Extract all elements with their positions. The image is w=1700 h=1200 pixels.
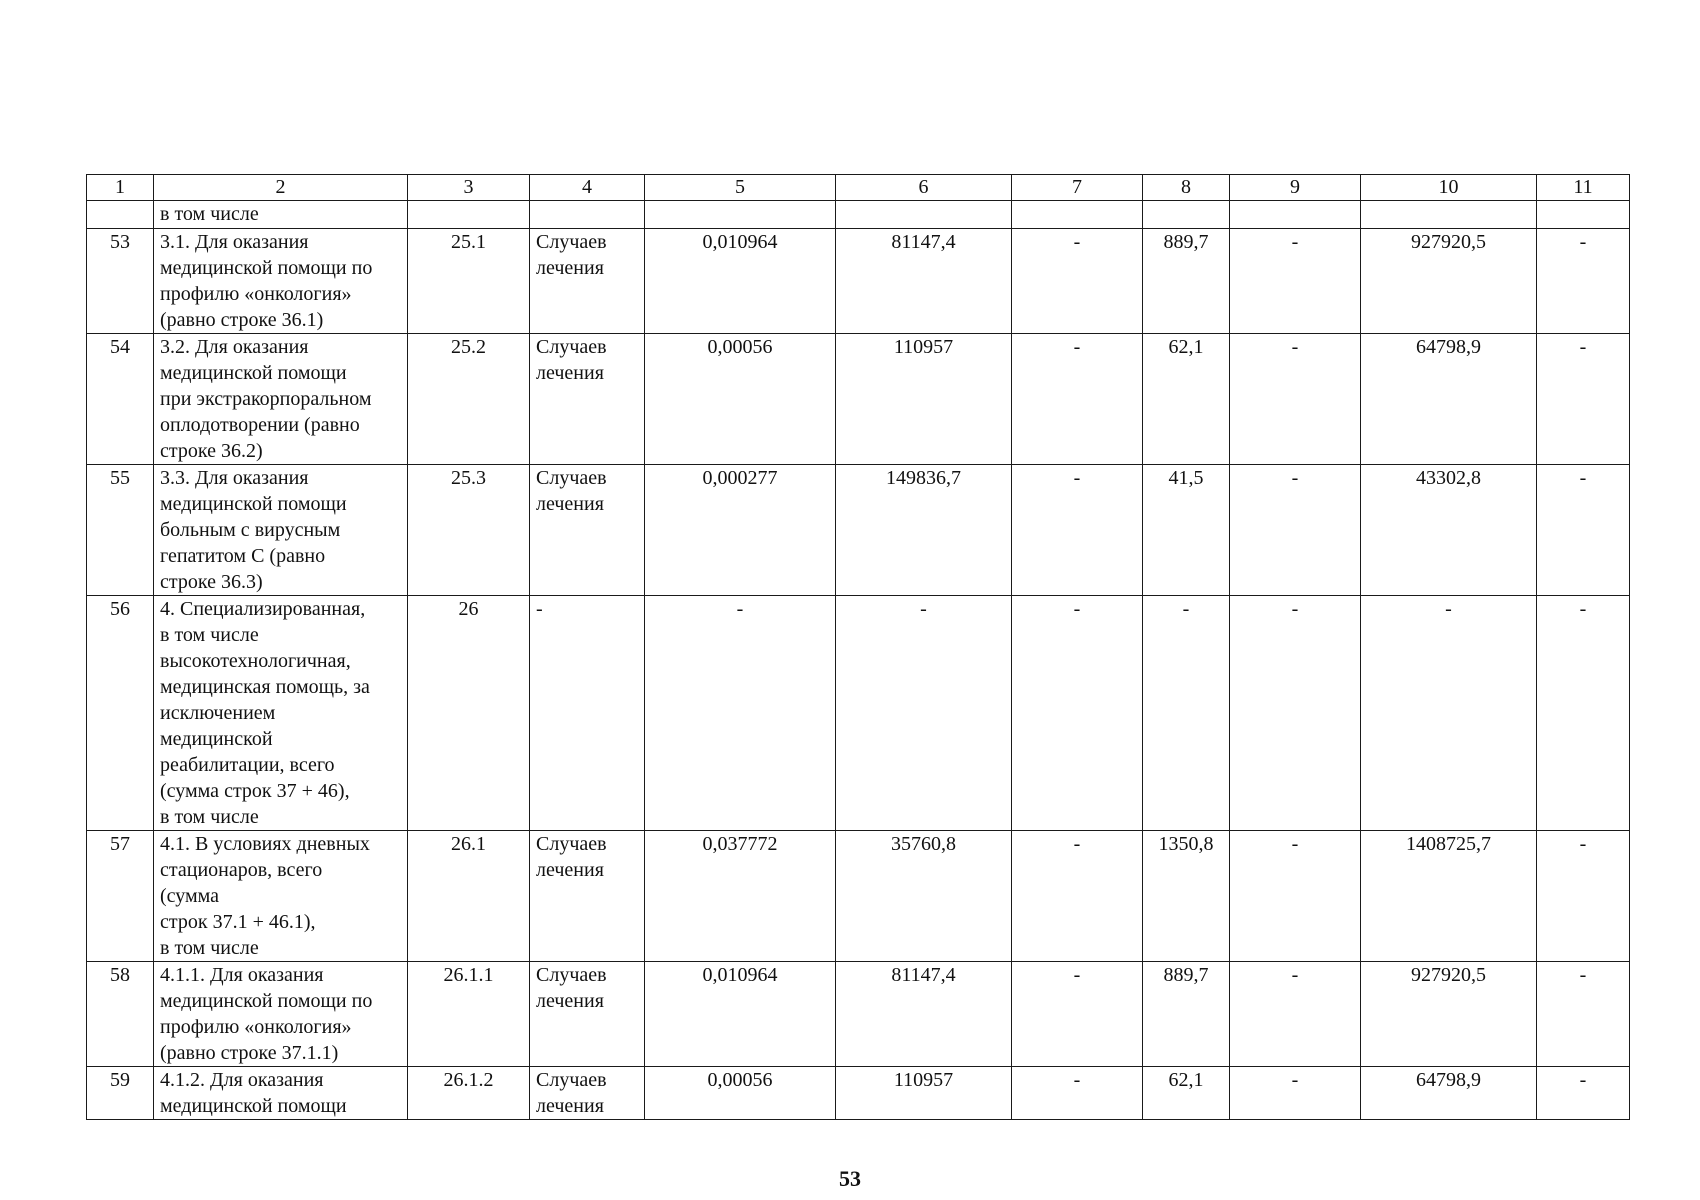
cell-col-9: - — [1230, 596, 1361, 831]
subheader-row — [87, 201, 1630, 229]
page-number: 53 — [839, 1166, 861, 1191]
empty-cell — [836, 201, 1012, 229]
column-number-header-row — [87, 175, 1630, 201]
cell-col-11: - — [1537, 334, 1630, 465]
column-number: 7 — [1012, 175, 1143, 201]
cell-col-11: - — [1537, 962, 1630, 1067]
cell-col-11: - — [1537, 596, 1630, 831]
cell-col-9: - — [1230, 1067, 1361, 1120]
cell-col-10: - — [1361, 596, 1537, 831]
row-unit: Случаев лечения — [530, 831, 645, 962]
empty-cell — [530, 201, 645, 229]
row-unit: Случаев лечения — [530, 465, 645, 596]
cell-col-9: - — [1230, 229, 1361, 334]
cell-col-8: - — [1143, 596, 1230, 831]
row-description: 3.2. Для оказания медицинской помощи при экстракорпоральном оплодотворении (равно строке 36.2) — [154, 334, 408, 465]
empty-cell — [87, 201, 154, 229]
cell-col-6: 81147,4 — [836, 229, 1012, 334]
cell-col-9: - — [1230, 831, 1361, 962]
data-table — [86, 174, 1630, 1120]
empty-cell — [1361, 201, 1537, 229]
column-number: 9 — [1230, 175, 1361, 201]
table-row — [87, 334, 1630, 465]
cell-col-7: - — [1012, 962, 1143, 1067]
cell-col-6: 110957 — [836, 334, 1012, 465]
subheader-label: в том числе — [154, 201, 408, 229]
cell-col-10: 64798,9 — [1361, 334, 1537, 465]
row-description: 3.3. Для оказания медицинской помощи больным с вирусным гепатитом С (равно строке 36.3) — [154, 465, 408, 596]
cell-col-10: 927920,5 — [1361, 229, 1537, 334]
cell-col-6: 35760,8 — [836, 831, 1012, 962]
cell-col-10: 64798,9 — [1361, 1067, 1537, 1120]
row-number: 58 — [87, 962, 154, 1067]
cell-col-6: 81147,4 — [836, 962, 1012, 1067]
empty-cell — [645, 201, 836, 229]
row-description: 4.1.1. Для оказания медицинской помощи по профилю «онкология» (равно строке 37.1.1) — [154, 962, 408, 1067]
row-code: 26.1 — [408, 831, 530, 962]
row-unit: Случаев лечения — [530, 229, 645, 334]
cell-col-9: - — [1230, 465, 1361, 596]
table-row — [87, 596, 1630, 831]
row-unit: - — [530, 596, 645, 831]
cell-col-7: - — [1012, 334, 1143, 465]
row-description: 4.1. В условиях дневных стационаров, всего (сумма строк 37.1 + 46.1), в том числе — [154, 831, 408, 962]
cell-col-10: 927920,5 — [1361, 962, 1537, 1067]
table-row — [87, 962, 1630, 1067]
column-number: 4 — [530, 175, 645, 201]
cell-col-7: - — [1012, 465, 1143, 596]
empty-cell — [1230, 201, 1361, 229]
cell-col-5: 0,010964 — [645, 229, 836, 334]
cell-col-5: 0,00056 — [645, 1067, 836, 1120]
table-body — [87, 175, 1630, 1120]
empty-cell — [408, 201, 530, 229]
cell-col-5: 0,037772 — [645, 831, 836, 962]
empty-cell — [1143, 201, 1230, 229]
row-number: 57 — [87, 831, 154, 962]
cell-col-9: - — [1230, 334, 1361, 465]
cell-col-5: 0,010964 — [645, 962, 836, 1067]
cell-col-11: - — [1537, 1067, 1630, 1120]
row-code: 25.2 — [408, 334, 530, 465]
cell-col-7: - — [1012, 596, 1143, 831]
cell-col-10: 43302,8 — [1361, 465, 1537, 596]
table-row — [87, 831, 1630, 962]
column-number: 11 — [1537, 175, 1630, 201]
cell-col-8: 889,7 — [1143, 229, 1230, 334]
row-number: 56 — [87, 596, 154, 831]
row-code: 25.1 — [408, 229, 530, 334]
cell-col-11: - — [1537, 465, 1630, 596]
row-unit: Случаев лечения — [530, 962, 645, 1067]
cell-col-8: 62,1 — [1143, 334, 1230, 465]
cell-col-11: - — [1537, 831, 1630, 962]
row-code: 25.3 — [408, 465, 530, 596]
row-number: 54 — [87, 334, 154, 465]
row-code: 26.1.1 — [408, 962, 530, 1067]
column-number: 6 — [836, 175, 1012, 201]
cell-col-5: - — [645, 596, 836, 831]
cell-col-6: - — [836, 596, 1012, 831]
column-number: 1 — [87, 175, 154, 201]
cell-col-11: - — [1537, 229, 1630, 334]
row-description: 3.1. Для оказания медицинской помощи по профилю «онкология» (равно строке 36.1) — [154, 229, 408, 334]
column-number: 10 — [1361, 175, 1537, 201]
cell-col-7: - — [1012, 229, 1143, 334]
table-row — [87, 229, 1630, 334]
table-row — [87, 465, 1630, 596]
empty-cell — [1012, 201, 1143, 229]
cell-col-8: 889,7 — [1143, 962, 1230, 1067]
row-unit: Случаев лечения — [530, 1067, 645, 1120]
column-number: 2 — [154, 175, 408, 201]
cell-col-5: 0,00056 — [645, 334, 836, 465]
cell-col-10: 1408725,7 — [1361, 831, 1537, 962]
column-number: 3 — [408, 175, 530, 201]
column-number: 5 — [645, 175, 836, 201]
column-number: 8 — [1143, 175, 1230, 201]
cell-col-8: 1350,8 — [1143, 831, 1230, 962]
row-code: 26.1.2 — [408, 1067, 530, 1120]
cell-col-8: 62,1 — [1143, 1067, 1230, 1120]
table-row — [87, 1067, 1630, 1120]
cell-col-7: - — [1012, 831, 1143, 962]
row-number: 59 — [87, 1067, 154, 1120]
row-code: 26 — [408, 596, 530, 831]
cell-col-7: - — [1012, 1067, 1143, 1120]
row-number: 55 — [87, 465, 154, 596]
cell-col-8: 41,5 — [1143, 465, 1230, 596]
cell-col-6: 149836,7 — [836, 465, 1012, 596]
cell-col-6: 110957 — [836, 1067, 1012, 1120]
row-unit: Случаев лечения — [530, 334, 645, 465]
cell-col-9: - — [1230, 962, 1361, 1067]
cell-col-5: 0,000277 — [645, 465, 836, 596]
row-description: 4. Специализированная, в том числе высокотехнологичная, медицинская помощь, за исключением медицинской реабилитации, всего (сумма строк 37 + 46), в том числе — [154, 596, 408, 831]
empty-cell — [1537, 201, 1630, 229]
row-number: 53 — [87, 229, 154, 334]
row-description: 4.1.2. Для оказания медицинской помощи — [154, 1067, 408, 1120]
